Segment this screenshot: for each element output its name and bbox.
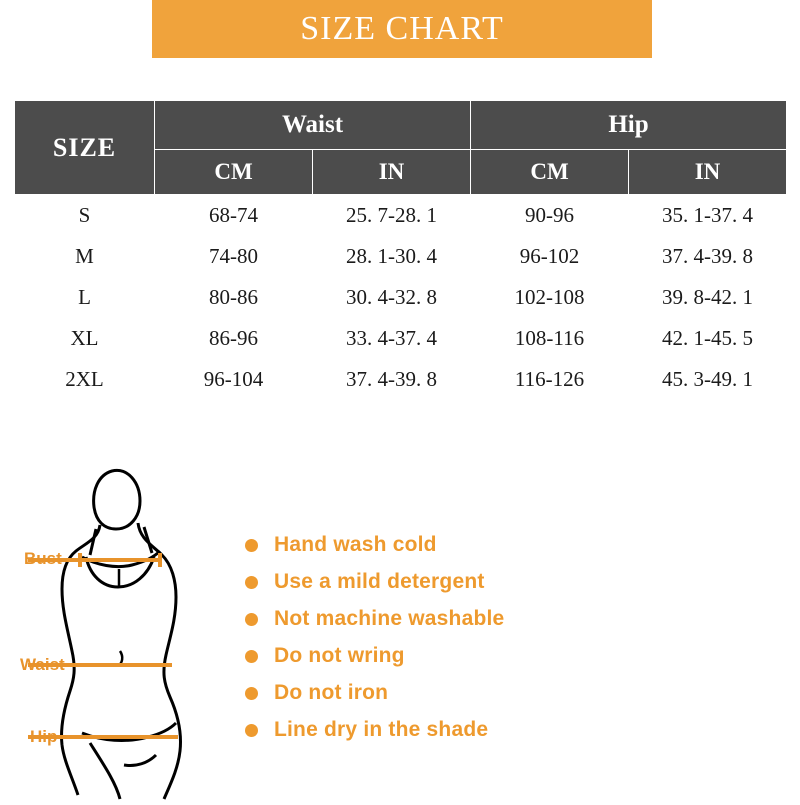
label-waist: Waist: [20, 655, 65, 674]
table-head: [15, 101, 787, 195]
bullet-icon: [245, 613, 258, 626]
cell-waist-cm: 86-96: [155, 318, 313, 359]
table-header-row-group: [15, 101, 787, 150]
care-item-label: Not machine washable: [274, 607, 505, 630]
care-item-label: Do not wring: [274, 644, 405, 667]
cell-size: XL: [15, 318, 155, 359]
cell-blank: [15, 400, 155, 443]
cell-blank: [155, 400, 313, 443]
cell-waist-in: 33. 4-37. 4: [313, 318, 471, 359]
cell-hip-cm: 116-126: [471, 359, 629, 400]
care-instructions-list: [245, 527, 785, 749]
cell-hip-cm: 108-116: [471, 318, 629, 359]
cell-waist-in: 25. 7-28. 1: [313, 195, 471, 236]
bullet-icon: [245, 687, 258, 700]
cell-waist-cm: 96-104: [155, 359, 313, 400]
female-body-outline-icon: [20, 465, 270, 800]
cell-waist-cm: 80-86: [155, 277, 313, 318]
cell-size: S: [15, 195, 155, 236]
cell-hip-cm: 90-96: [471, 195, 629, 236]
size-chart-banner: [152, 0, 652, 58]
header-waist-in: IN: [313, 150, 471, 195]
list-item: [245, 527, 785, 563]
cell-blank: [629, 400, 787, 443]
header-waist: Waist: [155, 101, 471, 150]
care-section: [0, 455, 800, 800]
size-table: [14, 100, 787, 443]
header-hip-cm: CM: [471, 150, 629, 195]
list-item: [245, 564, 785, 600]
cell-hip-in: 39. 8-42. 1: [629, 277, 787, 318]
bullet-icon: [245, 539, 258, 552]
body-measurement-figure: [20, 465, 270, 800]
cell-waist-cm: 68-74: [155, 195, 313, 236]
cell-hip-in: 45. 3-49. 1: [629, 359, 787, 400]
cell-hip-in: 42. 1-45. 5: [629, 318, 787, 359]
cell-size: 2XL: [15, 359, 155, 400]
cell-waist-in: 30. 4-32. 8: [313, 277, 471, 318]
size-table-container: [14, 100, 786, 443]
cell-waist-cm: 74-80: [155, 236, 313, 277]
bullet-icon: [245, 724, 258, 737]
table-row-blank: [15, 400, 787, 443]
cell-size: L: [15, 277, 155, 318]
cell-waist-in: 28. 1-30. 4: [313, 236, 471, 277]
cell-waist-in: 37. 4-39. 8: [313, 359, 471, 400]
label-bust: Bust: [24, 549, 62, 568]
table-row: [15, 359, 787, 400]
cell-hip-in: 35. 1-37. 4: [629, 195, 787, 236]
cell-size: M: [15, 236, 155, 277]
cell-hip-in: 37. 4-39. 8: [629, 236, 787, 277]
care-item-label: Use a mild detergent: [274, 570, 485, 593]
table-body: [15, 195, 787, 443]
care-item-label: Do not iron: [274, 681, 389, 704]
care-item-label: Hand wash cold: [274, 533, 437, 556]
care-item-label: Line dry in the shade: [274, 718, 489, 741]
table-row: [15, 277, 787, 318]
cell-hip-cm: 96-102: [471, 236, 629, 277]
cell-blank: [471, 400, 629, 443]
label-hip: Hip: [30, 727, 58, 746]
list-item: [245, 675, 785, 711]
table-row: [15, 195, 787, 236]
list-item: [245, 601, 785, 637]
page-title: SIZE CHART: [300, 10, 504, 47]
header-waist-cm: CM: [155, 150, 313, 195]
table-row: [15, 318, 787, 359]
bullet-icon: [245, 576, 258, 589]
cell-hip-cm: 102-108: [471, 277, 629, 318]
bullet-icon: [245, 650, 258, 663]
header-size: SIZE: [15, 101, 155, 195]
list-item: [245, 712, 785, 748]
cell-blank: [313, 400, 471, 443]
header-hip-in: IN: [629, 150, 787, 195]
table-row: [15, 236, 787, 277]
list-item: [245, 638, 785, 674]
header-hip: Hip: [471, 101, 787, 150]
